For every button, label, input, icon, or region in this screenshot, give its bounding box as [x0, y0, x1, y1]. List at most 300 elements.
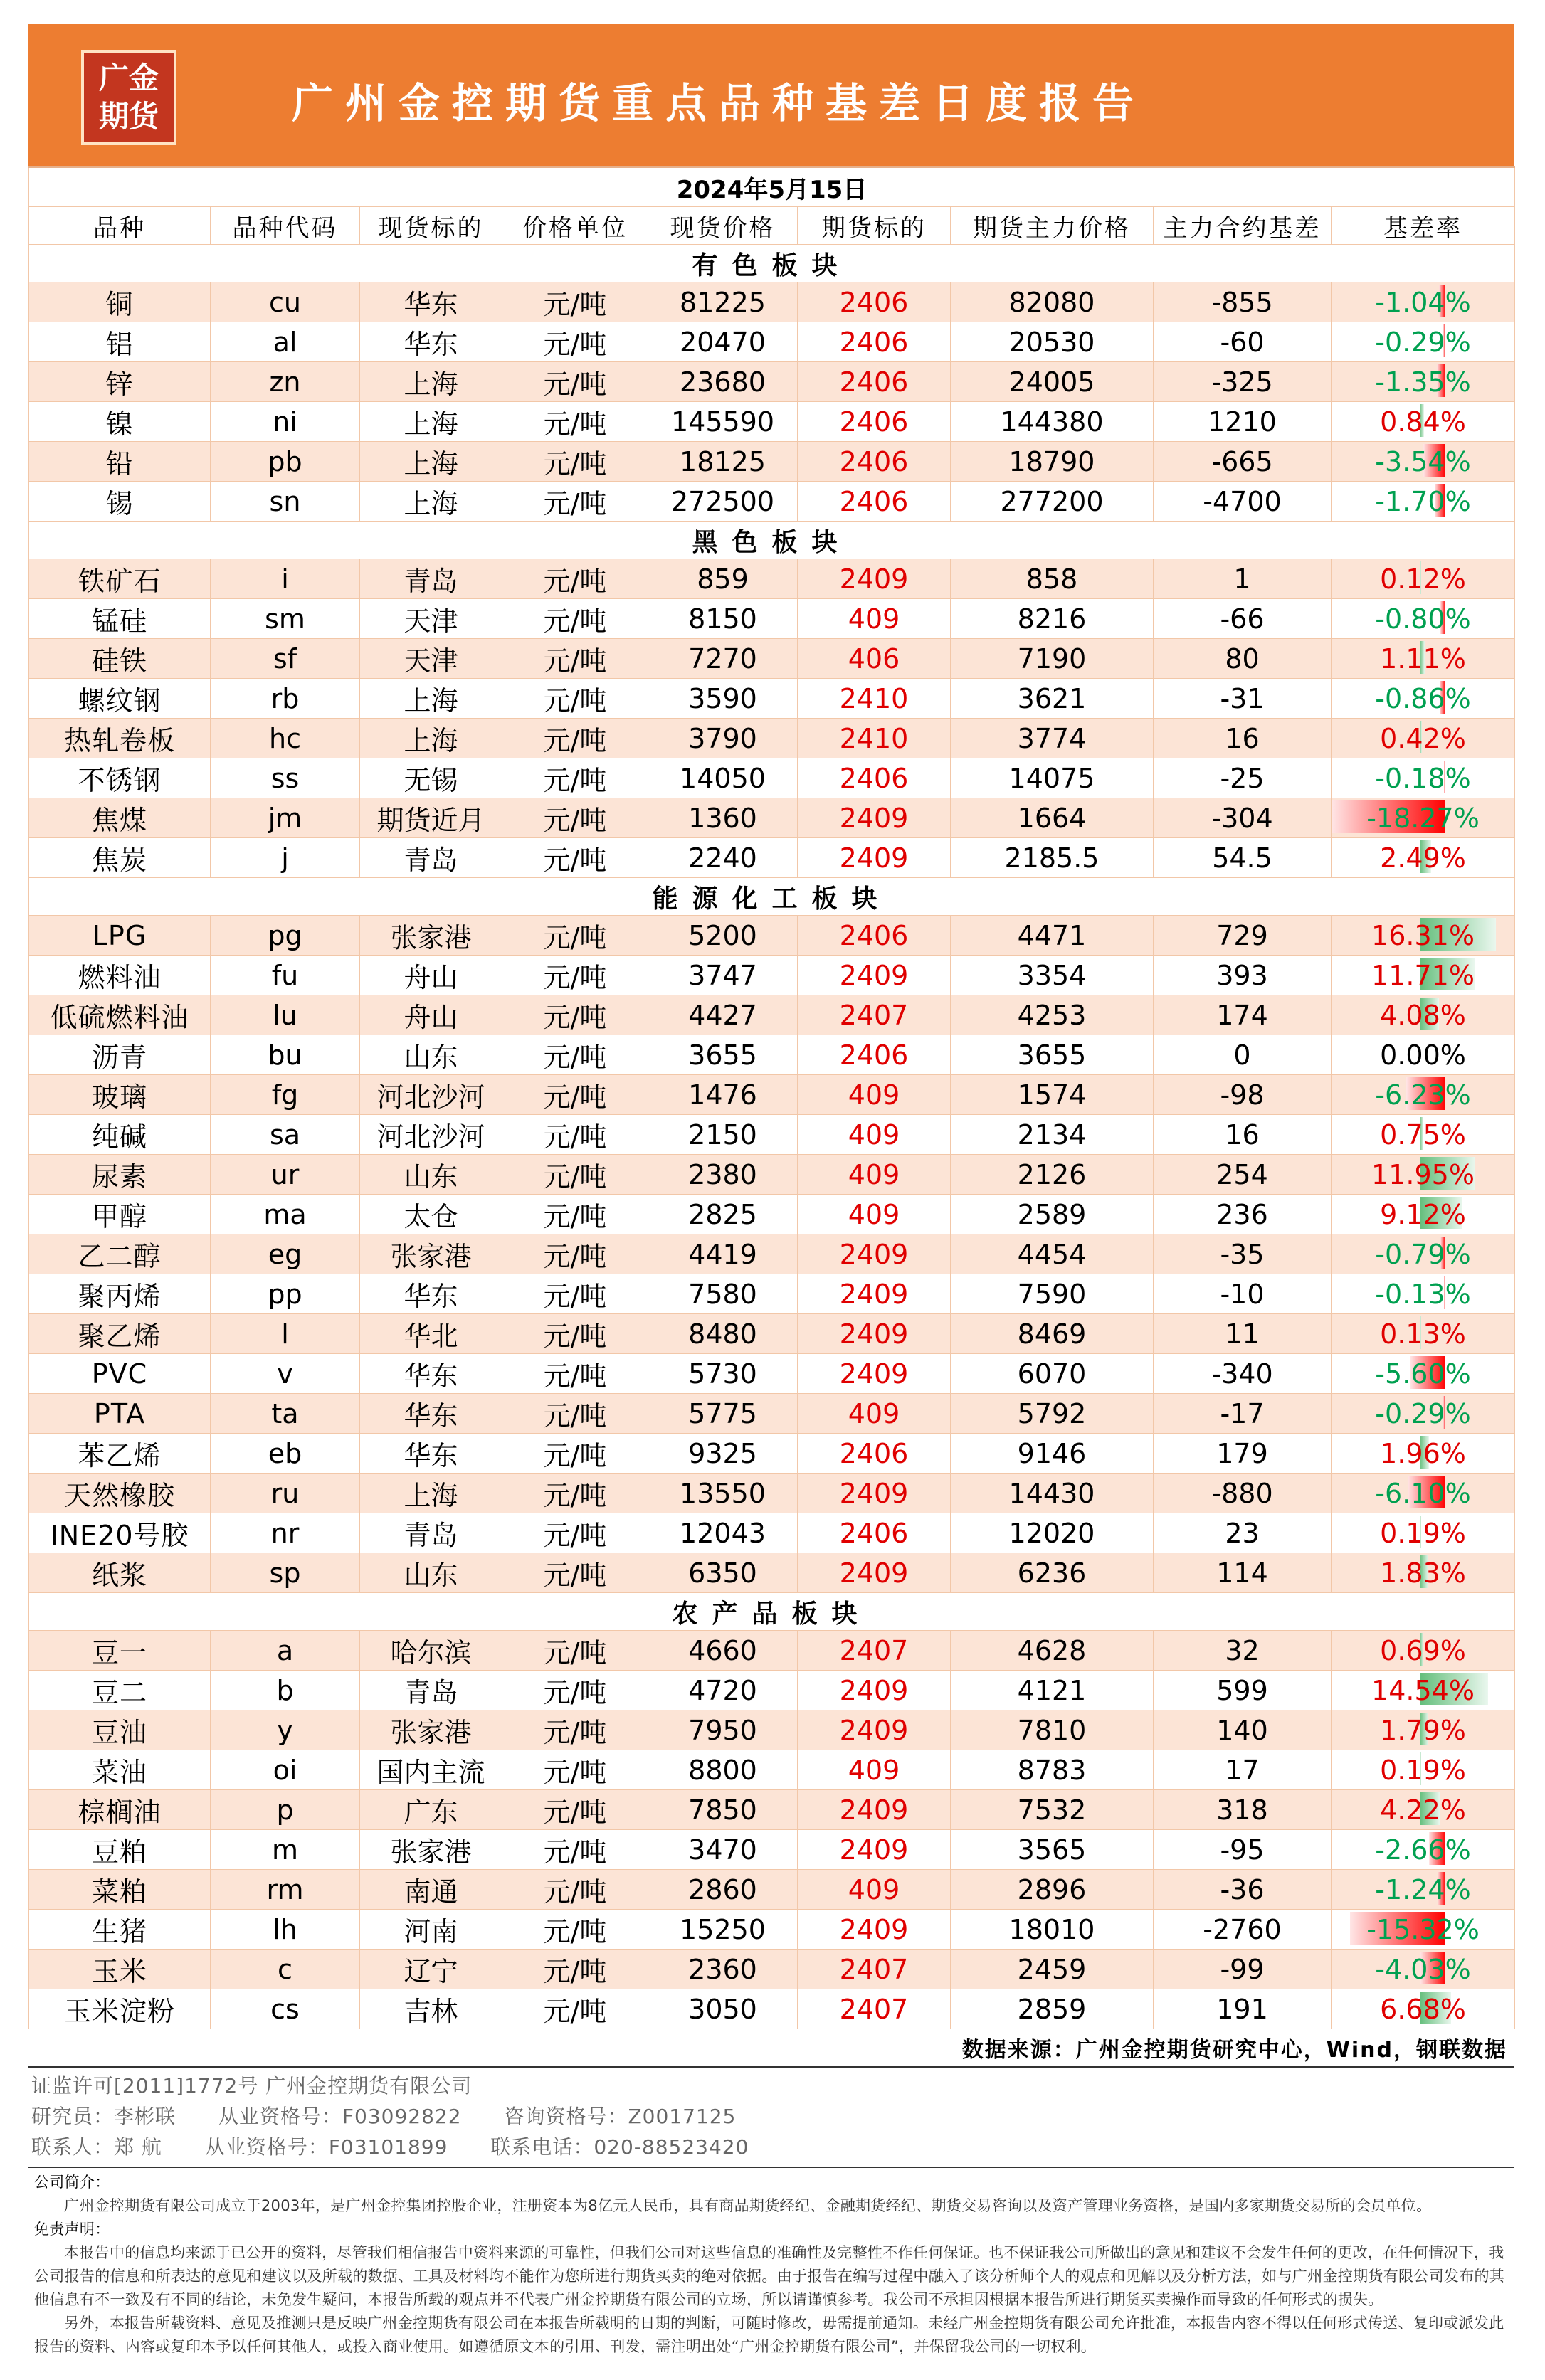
- futures-contract: 2407: [798, 1989, 951, 2029]
- basis-rate-value: -6.23%: [1375, 1079, 1471, 1111]
- variety-name: 铅: [29, 442, 211, 482]
- col-header: 主力合约基差: [1154, 207, 1332, 245]
- futures-contract: 2409: [798, 798, 951, 838]
- basis-rate: [1332, 758, 1515, 798]
- basis: -2760: [1154, 1910, 1332, 1950]
- basis: -25: [1154, 758, 1332, 798]
- basis-rate: [1332, 442, 1515, 482]
- researcher-qual: 从业资格号：F03092822: [218, 2105, 462, 2128]
- futures-contract: 2409: [798, 559, 951, 599]
- spot-location: 南通: [360, 1870, 502, 1910]
- table-row: [29, 1671, 1515, 1710]
- basis-rate-value: -5.60%: [1375, 1358, 1471, 1390]
- table-row: [29, 995, 1515, 1035]
- table-row: [29, 838, 1515, 878]
- futures-price: 3621: [951, 679, 1154, 719]
- spot-price: 2380: [648, 1155, 798, 1195]
- basis-rate-value: 0.12%: [1380, 563, 1466, 595]
- basis-rate: [1332, 1394, 1515, 1434]
- basis-rate-value: -2.66%: [1375, 1834, 1471, 1866]
- futures-contract: 409: [798, 1155, 951, 1195]
- basis: -35: [1154, 1234, 1332, 1274]
- futures-contract: 2409: [798, 1234, 951, 1274]
- basis-rate-value: 0.75%: [1380, 1118, 1466, 1151]
- license-line: 证监许可[2011]1772号 广州金控期货有限公司: [31, 2074, 473, 2098]
- spot-location: 青岛: [360, 838, 502, 878]
- price-unit: 元/吨: [502, 322, 648, 362]
- futures-contract: 2410: [798, 679, 951, 719]
- futures-contract: 409: [798, 599, 951, 639]
- basis: -665: [1154, 442, 1332, 482]
- variety-name: 纯碱: [29, 1115, 211, 1155]
- basis-rate: [1332, 1631, 1515, 1671]
- price-unit: 元/吨: [502, 838, 648, 878]
- variety-name: 螺纹钢: [29, 679, 211, 719]
- spot-location: 广东: [360, 1790, 502, 1830]
- futures-price: 2459: [951, 1950, 1154, 1989]
- futures-contract: 2409: [798, 1790, 951, 1830]
- price-unit: 元/吨: [502, 679, 648, 719]
- price-unit: 元/吨: [502, 1989, 648, 2029]
- spot-price: 18125: [648, 442, 798, 482]
- table-row: [29, 916, 1515, 956]
- futures-price: 7590: [951, 1274, 1154, 1314]
- variety-code: m: [211, 1830, 360, 1870]
- basis-rate-value: -0.18%: [1375, 762, 1471, 794]
- spot-location: 上海: [360, 1474, 502, 1513]
- basis-rate-value: 6.68%: [1380, 1993, 1466, 2025]
- basis: -340: [1154, 1354, 1332, 1394]
- basis: 23: [1154, 1513, 1332, 1553]
- futures-price: 7190: [951, 639, 1154, 679]
- basis-rate: [1332, 798, 1515, 838]
- spot-price: 20470: [648, 322, 798, 362]
- basis: 80: [1154, 639, 1332, 679]
- basis-rate-value: -15.32%: [1366, 1913, 1480, 1945]
- basis-rate-value: -1.70%: [1375, 485, 1471, 517]
- futures-contract: 2409: [798, 1910, 951, 1950]
- col-header: 期货主力价格: [951, 207, 1154, 245]
- variety-code: sm: [211, 599, 360, 639]
- futures-price: 7810: [951, 1710, 1154, 1750]
- variety-name: 尿素: [29, 1155, 211, 1195]
- variety-name: 豆油: [29, 1710, 211, 1750]
- spot-location: 太仓: [360, 1195, 502, 1234]
- futures-contract: 2406: [798, 282, 951, 322]
- spot-location: 华北: [360, 1314, 502, 1354]
- spot-location: 上海: [360, 482, 502, 522]
- spot-location: 辽宁: [360, 1950, 502, 1989]
- futures-contract: 2409: [798, 1354, 951, 1394]
- variety-code: pp: [211, 1274, 360, 1314]
- basis: 191: [1154, 1989, 1332, 2029]
- basis-rate-value: 2.49%: [1380, 842, 1466, 874]
- table-row: [29, 599, 1515, 639]
- variety-name: 菜粕: [29, 1870, 211, 1910]
- basis-rate: [1332, 1870, 1515, 1910]
- section-header-row: [29, 245, 1515, 282]
- table-row: [29, 362, 1515, 402]
- basis-rate-value: 9.12%: [1380, 1198, 1466, 1230]
- table-row: [29, 1115, 1515, 1155]
- basis: 236: [1154, 1195, 1332, 1234]
- table-row: [29, 1631, 1515, 1671]
- variety-code: lh: [211, 1910, 360, 1950]
- basis-rate-value: 16.31%: [1371, 919, 1475, 951]
- table-row: [29, 322, 1515, 362]
- variety-code: jm: [211, 798, 360, 838]
- basis: 17: [1154, 1750, 1332, 1790]
- column-header-row: [29, 207, 1515, 245]
- futures-price: 3655: [951, 1035, 1154, 1075]
- futures-contract: 409: [798, 1750, 951, 1790]
- basis-rate-value: -0.86%: [1375, 682, 1471, 714]
- basis-rate: [1332, 1553, 1515, 1593]
- price-unit: 元/吨: [502, 1354, 648, 1394]
- price-unit: 元/吨: [502, 1710, 648, 1750]
- spot-price: 4419: [648, 1234, 798, 1274]
- price-unit: 元/吨: [502, 639, 648, 679]
- variety-code: c: [211, 1950, 360, 1989]
- futures-contract: 2409: [798, 1710, 951, 1750]
- basis: 174: [1154, 995, 1332, 1035]
- variety-code: i: [211, 559, 360, 599]
- col-header: 品种: [29, 207, 211, 245]
- table-row: [29, 1354, 1515, 1394]
- basis-rate-value: -0.29%: [1375, 326, 1471, 358]
- spot-location: 河南: [360, 1910, 502, 1950]
- price-unit: 元/吨: [502, 559, 648, 599]
- futures-price: 9146: [951, 1434, 1154, 1474]
- spot-location: 青岛: [360, 1671, 502, 1710]
- basis: -855: [1154, 282, 1332, 322]
- variety-code: sp: [211, 1553, 360, 1593]
- basis-table: [28, 166, 1515, 2029]
- basis-rate: [1332, 559, 1515, 599]
- futures-contract: 409: [798, 1075, 951, 1115]
- basis: 32: [1154, 1631, 1332, 1671]
- futures-price: 4253: [951, 995, 1154, 1035]
- spot-location: 吉林: [360, 1989, 502, 2029]
- basis-rate-value: 0.00%: [1380, 1039, 1466, 1071]
- variety-code: ss: [211, 758, 360, 798]
- variety-name: 棕榈油: [29, 1790, 211, 1830]
- analyst-info: [28, 2068, 1514, 2168]
- futures-price: 12020: [951, 1513, 1154, 1553]
- spot-price: 8800: [648, 1750, 798, 1790]
- futures-price: 4454: [951, 1234, 1154, 1274]
- company-logo: [81, 50, 176, 145]
- spot-location: 无锡: [360, 758, 502, 798]
- basis: -31: [1154, 679, 1332, 719]
- spot-price: 2240: [648, 838, 798, 878]
- variety-name: 聚丙烯: [29, 1274, 211, 1314]
- futures-price: 18790: [951, 442, 1154, 482]
- price-unit: 元/吨: [502, 1631, 648, 1671]
- spot-price: 1476: [648, 1075, 798, 1115]
- spot-price: 7580: [648, 1274, 798, 1314]
- report-title: 广州金控期货重点品种基差日度报告: [292, 79, 1146, 127]
- basis: 318: [1154, 1790, 1332, 1830]
- col-header: 价格单位: [502, 207, 648, 245]
- futures-contract: 409: [798, 1195, 951, 1234]
- variety-name: 镍: [29, 402, 211, 442]
- futures-contract: 2409: [798, 1314, 951, 1354]
- basis: -304: [1154, 798, 1332, 838]
- futures-price: 2859: [951, 1989, 1154, 2029]
- price-unit: 元/吨: [502, 1314, 648, 1354]
- variety-code: bu: [211, 1035, 360, 1075]
- basis-rate: [1332, 956, 1515, 995]
- basis-rate: [1332, 1671, 1515, 1710]
- basis-rate: [1332, 1830, 1515, 1870]
- price-unit: 元/吨: [502, 798, 648, 838]
- basis-rate-value: -0.79%: [1375, 1238, 1471, 1270]
- spot-price: 859: [648, 559, 798, 599]
- variety-code: fg: [211, 1075, 360, 1115]
- spot-price: 13550: [648, 1474, 798, 1513]
- basis-rate: [1332, 1989, 1515, 2029]
- section-title: 黑色板块: [29, 522, 1515, 559]
- price-unit: 元/吨: [502, 758, 648, 798]
- contact-phone: 联系电话：020-88523420: [490, 2135, 749, 2159]
- spot-price: 5730: [648, 1354, 798, 1394]
- col-header: 现货标的: [360, 207, 502, 245]
- variety-code: l: [211, 1314, 360, 1354]
- basis: 0: [1154, 1035, 1332, 1075]
- variety-code: sa: [211, 1115, 360, 1155]
- researcher-line: [31, 2101, 1512, 2132]
- spot-location: 华东: [360, 1274, 502, 1314]
- variety-code: ta: [211, 1394, 360, 1434]
- futures-price: 18010: [951, 1910, 1154, 1950]
- spot-price: 4660: [648, 1631, 798, 1671]
- basis-rate-value: -3.54%: [1375, 445, 1471, 477]
- price-unit: 元/吨: [502, 1830, 648, 1870]
- price-unit: 元/吨: [502, 1750, 648, 1790]
- spot-location: 华东: [360, 1394, 502, 1434]
- spot-location: 山东: [360, 1035, 502, 1075]
- col-header: 现货价格: [648, 207, 798, 245]
- basis-rate: [1332, 1950, 1515, 1989]
- spot-price: 1360: [648, 798, 798, 838]
- basis-rate-value: 1.96%: [1380, 1437, 1466, 1469]
- spot-location: 华东: [360, 282, 502, 322]
- basis: -17: [1154, 1394, 1332, 1434]
- spot-price: 8480: [648, 1314, 798, 1354]
- report-header: [28, 24, 1514, 166]
- basis: 16: [1154, 719, 1332, 758]
- variety-code: eb: [211, 1434, 360, 1474]
- futures-price: 82080: [951, 282, 1154, 322]
- spot-price: 2150: [648, 1115, 798, 1155]
- spot-price: 7850: [648, 1790, 798, 1830]
- futures-price: 144380: [951, 402, 1154, 442]
- researcher-consult: 咨询资格号：Z0017125: [504, 2105, 737, 2128]
- spot-location: 上海: [360, 362, 502, 402]
- variety-code: cs: [211, 1989, 360, 2029]
- variety-name: 玉米淀粉: [29, 1989, 211, 2029]
- basis-rate: [1332, 995, 1515, 1035]
- table-row: [29, 1155, 1515, 1195]
- spot-price: 5200: [648, 916, 798, 956]
- futures-price: 2185.5: [951, 838, 1154, 878]
- variety-name: 沥青: [29, 1035, 211, 1075]
- variety-name: 苯乙烯: [29, 1434, 211, 1474]
- futures-price: 24005: [951, 362, 1154, 402]
- price-unit: 元/吨: [502, 282, 648, 322]
- price-unit: 元/吨: [502, 1671, 648, 1710]
- spot-price: 7950: [648, 1710, 798, 1750]
- spot-location: 华东: [360, 1354, 502, 1394]
- basis-rate-value: 1.79%: [1380, 1714, 1466, 1746]
- researcher-name: 研究员：李彬联: [31, 2105, 176, 2128]
- table-row: [29, 1830, 1515, 1870]
- futures-price: 4628: [951, 1631, 1154, 1671]
- basis-rate: [1332, 1354, 1515, 1394]
- logo-line-1: 广金: [98, 60, 159, 95]
- basis-rate-value: 0.19%: [1380, 1754, 1466, 1786]
- variety-code: b: [211, 1671, 360, 1710]
- spot-location: 华东: [360, 322, 502, 362]
- basis-rate: [1332, 1750, 1515, 1790]
- table-row: [29, 1035, 1515, 1075]
- spot-price: 5775: [648, 1394, 798, 1434]
- variety-code: a: [211, 1631, 360, 1671]
- futures-contract: 2406: [798, 402, 951, 442]
- basis-rate: [1332, 1075, 1515, 1115]
- table-row: [29, 1234, 1515, 1274]
- basis-rate-value: 1.11%: [1380, 642, 1466, 675]
- intro-text: 广州金控期货有限公司成立于2003年，是广州金控集团控股企业，注册资本为8亿元人民币，具有商品期货经纪、金融期货经纪、期货交易咨询以及资产管理业务资格，是国内多家期货交易所的会员单位。: [64, 2197, 1432, 2214]
- basis-rate-value: -4.03%: [1375, 1953, 1471, 1985]
- basis-rate-value: -1.04%: [1375, 286, 1471, 318]
- basis-rate: [1332, 719, 1515, 758]
- basis: 1210: [1154, 402, 1332, 442]
- price-unit: 元/吨: [502, 1870, 648, 1910]
- basis-rate: [1332, 402, 1515, 442]
- basis-rate: [1332, 1274, 1515, 1314]
- futures-contract: 2406: [798, 758, 951, 798]
- basis-rate-value: 11.71%: [1371, 959, 1475, 991]
- basis-rate: [1332, 282, 1515, 322]
- variety-name: 玉米: [29, 1950, 211, 1989]
- table-row: [29, 719, 1515, 758]
- variety-name: 燃料油: [29, 956, 211, 995]
- futures-price: 2134: [951, 1115, 1154, 1155]
- table-row: [29, 1989, 1515, 2029]
- spot-location: 张家港: [360, 916, 502, 956]
- spot-location: 上海: [360, 679, 502, 719]
- section-title: 有色板块: [29, 245, 1515, 282]
- col-header: 期货标的: [798, 207, 951, 245]
- price-unit: 元/吨: [502, 1075, 648, 1115]
- variety-code: rb: [211, 679, 360, 719]
- basis-rate-value: 0.69%: [1380, 1634, 1466, 1666]
- basis-rate-value: -0.13%: [1375, 1278, 1471, 1310]
- basis-rate-value: 0.19%: [1380, 1517, 1466, 1549]
- variety-name: 铁矿石: [29, 559, 211, 599]
- basis-rate: [1332, 1474, 1515, 1513]
- spot-price: 3050: [648, 1989, 798, 2029]
- spot-price: 272500: [648, 482, 798, 522]
- futures-contract: 2406: [798, 322, 951, 362]
- basis-rate-value: 11.95%: [1371, 1158, 1475, 1190]
- variety-name: 热轧卷板: [29, 719, 211, 758]
- futures-price: 14430: [951, 1474, 1154, 1513]
- spot-location: 青岛: [360, 1513, 502, 1553]
- futures-price: 14075: [951, 758, 1154, 798]
- section-header-row: [29, 1593, 1515, 1631]
- basis-rate-value: 0.42%: [1380, 722, 1466, 754]
- futures-price: 4471: [951, 916, 1154, 956]
- futures-price: 2896: [951, 1870, 1154, 1910]
- table-row: [29, 1394, 1515, 1434]
- price-unit: 元/吨: [502, 402, 648, 442]
- report-date: 2024年5月15日: [29, 167, 1515, 207]
- contact-line: [31, 2132, 1512, 2162]
- futures-price: 5792: [951, 1394, 1154, 1434]
- table-row: [29, 1750, 1515, 1790]
- basis: 114: [1154, 1553, 1332, 1593]
- table-row: [29, 1910, 1515, 1950]
- price-unit: 元/吨: [502, 1155, 648, 1195]
- table-row: [29, 956, 1515, 995]
- spot-price: 3470: [648, 1830, 798, 1870]
- variety-name: 铝: [29, 322, 211, 362]
- futures-price: 6070: [951, 1354, 1154, 1394]
- futures-price: 2126: [951, 1155, 1154, 1195]
- futures-contract: 2410: [798, 719, 951, 758]
- variety-code: y: [211, 1710, 360, 1750]
- basis: 54.5: [1154, 838, 1332, 878]
- basis: 599: [1154, 1671, 1332, 1710]
- spot-location: 上海: [360, 402, 502, 442]
- spot-price: 23680: [648, 362, 798, 402]
- price-unit: 元/吨: [502, 1474, 648, 1513]
- basis-rate-value: 0.84%: [1380, 406, 1466, 438]
- basis-rate: [1332, 322, 1515, 362]
- spot-location: 山东: [360, 1155, 502, 1195]
- basis: -95: [1154, 1830, 1332, 1870]
- spot-location: 华东: [360, 1434, 502, 1474]
- variety-code: fu: [211, 956, 360, 995]
- date-row: [29, 167, 1515, 207]
- variety-name: 硅铁: [29, 639, 211, 679]
- basis: -99: [1154, 1950, 1332, 1989]
- disclaimer-para-2: 另外，本报告所载资料、意见及推测只是反映广州金控期货有限公司在本报告所载明的日期的判断，可随时修改，毋需提前通知。未经广州金控期货有限公司允许批准，本报告内容不得以任何形式传送、复印或派发此报告的资料、内容或复印本予以任何其他人，或投入商业使用。如遵循原文本的引用、刊发，需注明出处“广州金控期货有限公司”，并保留我公司的一切权利。: [34, 2315, 1504, 2355]
- futures-price: 858: [951, 559, 1154, 599]
- futures-contract: 2409: [798, 1274, 951, 1314]
- variety-code: eg: [211, 1234, 360, 1274]
- price-unit: 元/吨: [502, 1910, 648, 1950]
- variety-code: oi: [211, 1750, 360, 1790]
- basis: 140: [1154, 1710, 1332, 1750]
- futures-price: 3774: [951, 719, 1154, 758]
- basis-rate-value: -1.35%: [1375, 366, 1471, 398]
- futures-price: 1664: [951, 798, 1154, 838]
- price-unit: 元/吨: [502, 1394, 648, 1434]
- futures-contract: 409: [798, 1115, 951, 1155]
- variety-name: 焦炭: [29, 838, 211, 878]
- basis-rate: [1332, 1115, 1515, 1155]
- futures-contract: 2406: [798, 1035, 951, 1075]
- basis-rate: [1332, 916, 1515, 956]
- variety-name: 甲醇: [29, 1195, 211, 1234]
- variety-name: 乙二醇: [29, 1234, 211, 1274]
- variety-name: 豆二: [29, 1671, 211, 1710]
- spot-price: 8150: [648, 599, 798, 639]
